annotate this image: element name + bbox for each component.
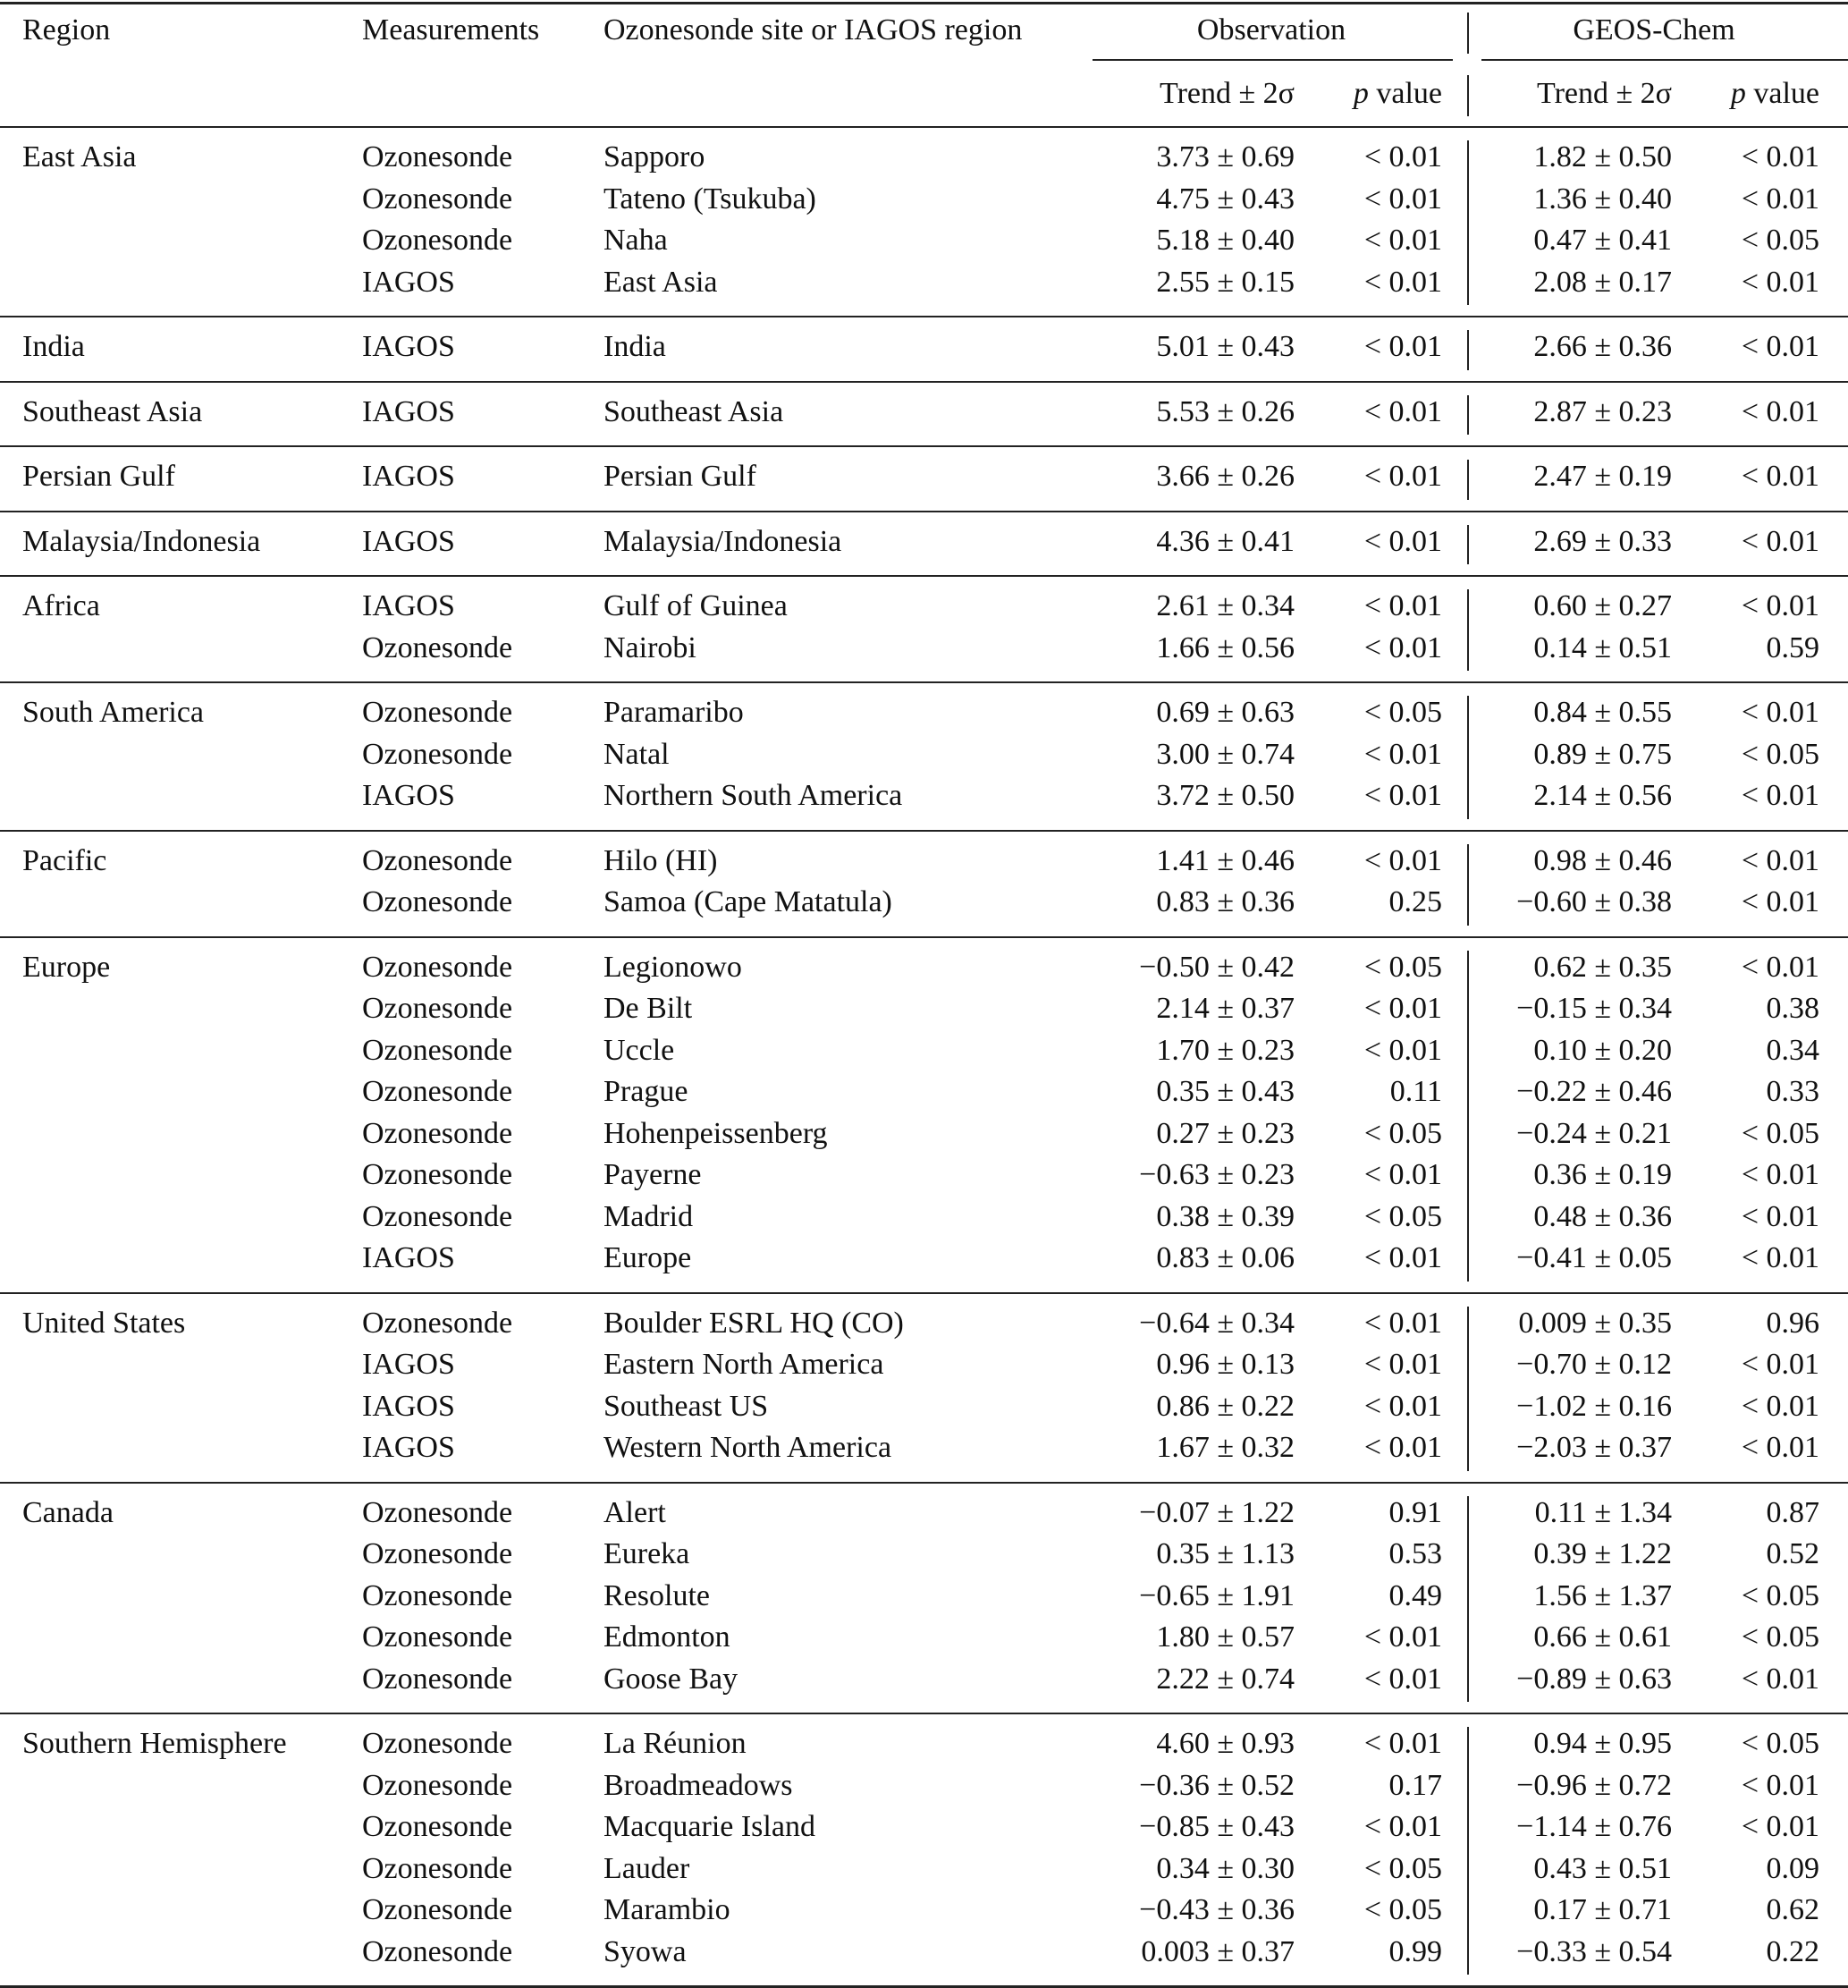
obs-trend-cell: 0.35 ± 1.13: [1156, 1537, 1295, 1570]
gc-p-cell: < 0.01: [1741, 843, 1819, 877]
obs-trend-cell: −0.64 ± 0.34: [1139, 1306, 1295, 1340]
column-divider: [1467, 395, 1469, 436]
measurement-cell: Ozonesonde: [362, 1537, 513, 1570]
obs-p-cell: < 0.01: [1363, 1810, 1442, 1843]
gc-p-cell: < 0.05: [1741, 1578, 1819, 1612]
header-geos-chem: GEOS-Chem: [1573, 13, 1735, 47]
obs-p-cell: < 0.01: [1363, 330, 1442, 363]
gc-p-cell: 0.34: [1766, 1033, 1819, 1067]
obs-p-cell: < 0.01: [1363, 843, 1442, 877]
measurement-cell: Ozonesonde: [362, 1116, 513, 1150]
column-divider: [1467, 140, 1469, 305]
obs-p-cell: < 0.01: [1363, 1620, 1442, 1654]
gc-p-cell: < 0.05: [1741, 737, 1819, 771]
measurement-cell: Ozonesonde: [362, 1620, 513, 1654]
obs-trend-cell: 2.61 ± 0.34: [1156, 589, 1295, 622]
region-cell: Canada: [22, 1495, 114, 1529]
measurement-cell: Ozonesonde: [362, 224, 513, 257]
gc-trend-cell: −0.89 ± 0.63: [1516, 1662, 1672, 1696]
obs-trend-cell: 1.66 ± 0.56: [1156, 630, 1295, 664]
obs-trend-cell: 4.36 ± 0.41: [1156, 524, 1295, 558]
obs-p-cell: < 0.01: [1363, 992, 1442, 1025]
section-rule: [0, 445, 1848, 447]
obs-trend-cell: 1.70 ± 0.23: [1156, 1033, 1295, 1067]
gc-trend-cell: 0.17 ± 0.71: [1533, 1893, 1672, 1926]
region-cell: South America: [22, 696, 205, 729]
region-cell: Southern Hemisphere: [22, 1727, 287, 1760]
section-rule: [0, 936, 1848, 938]
measurement-cell: Ozonesonde: [362, 992, 513, 1025]
obs-p-cell: < 0.01: [1363, 630, 1442, 664]
section-rule: [0, 1713, 1848, 1714]
site-cell: Hilo (HI): [603, 843, 718, 877]
column-divider: [1467, 589, 1469, 671]
obs-trend-cell: 1.41 ± 0.46: [1156, 843, 1295, 877]
gc-trend-cell: −1.14 ± 0.76: [1516, 1810, 1672, 1843]
region-cell: Europe: [22, 950, 111, 984]
site-cell: Hohenpeissenberg: [603, 1116, 828, 1150]
section-rule: [0, 511, 1848, 512]
gc-p-cell: < 0.01: [1741, 140, 1819, 173]
header-bottom-rule: [0, 126, 1848, 128]
site-cell: Goose Bay: [603, 1662, 738, 1696]
obs-trend-cell: 3.66 ± 0.26: [1156, 460, 1295, 493]
site-cell: Madrid: [603, 1199, 694, 1233]
geos-chem-cmidrule: [1481, 59, 1848, 61]
obs-p-cell: < 0.01: [1363, 1727, 1442, 1760]
obs-p-cell: < 0.01: [1363, 1033, 1442, 1067]
measurement-cell: Ozonesonde: [362, 1934, 513, 1968]
section-rule: [0, 1292, 1848, 1294]
site-cell: Prague: [603, 1075, 688, 1108]
obs-p-cell: < 0.01: [1363, 224, 1442, 257]
site-cell: Malaysia/Indonesia: [603, 524, 842, 558]
measurement-cell: Ozonesonde: [362, 1578, 513, 1612]
gc-p-cell: < 0.01: [1741, 524, 1819, 558]
obs-trend-cell: 5.18 ± 0.40: [1156, 224, 1295, 257]
obs-trend-cell: 0.35 ± 0.43: [1156, 1075, 1295, 1108]
obs-trend-cell: −0.65 ± 1.91: [1139, 1578, 1295, 1612]
section-rule: [0, 381, 1848, 383]
gc-p-cell: < 0.01: [1741, 1241, 1819, 1274]
measurement-cell: Ozonesonde: [362, 1768, 513, 1802]
header-gc-trend: Trend ± 2σ: [1537, 77, 1672, 110]
obs-trend-cell: −0.85 ± 0.43: [1139, 1810, 1295, 1843]
site-cell: Uccle: [603, 1033, 675, 1067]
gc-p-cell: < 0.01: [1741, 885, 1819, 918]
site-cell: Western North America: [603, 1431, 892, 1464]
site-cell: Tateno (Tsukuba): [603, 182, 816, 216]
gc-trend-cell: −0.15 ± 0.34: [1516, 992, 1672, 1025]
region-cell: Pacific: [22, 843, 107, 877]
region-cell: Persian Gulf: [22, 460, 175, 493]
site-cell: Natal: [603, 737, 670, 771]
obs-p-cell: < 0.01: [1363, 524, 1442, 558]
site-cell: Sapporo: [603, 140, 705, 173]
measurement-cell: Ozonesonde: [362, 696, 513, 729]
measurement-cell: Ozonesonde: [362, 1075, 513, 1108]
site-cell: Resolute: [603, 1578, 710, 1612]
column-divider: [1467, 696, 1469, 819]
obs-trend-cell: 4.75 ± 0.43: [1156, 182, 1295, 216]
gc-p-cell: < 0.01: [1741, 182, 1819, 216]
site-cell: Syowa: [603, 1934, 687, 1968]
site-cell: Naha: [603, 224, 668, 257]
column-divider: [1467, 1496, 1469, 1703]
section-rule: [0, 681, 1848, 683]
obs-trend-cell: −0.07 ± 1.22: [1139, 1495, 1295, 1529]
gc-p-cell: < 0.01: [1741, 460, 1819, 493]
obs-p-cell: 0.49: [1388, 1578, 1442, 1612]
gc-trend-cell: −1.02 ± 0.16: [1516, 1389, 1672, 1423]
measurement-cell: Ozonesonde: [362, 1893, 513, 1926]
obs-trend-cell: 5.53 ± 0.26: [1156, 394, 1295, 428]
measurement-cell: IAGOS: [362, 265, 455, 299]
site-cell: Paramaribo: [603, 696, 744, 729]
gc-trend-cell: 0.43 ± 0.51: [1533, 1851, 1672, 1885]
gc-trend-cell: 0.009 ± 0.35: [1518, 1306, 1672, 1340]
gc-p-cell: < 0.01: [1741, 1158, 1819, 1191]
site-cell: Europe: [603, 1241, 692, 1274]
site-cell: India: [603, 330, 666, 363]
site-cell: Samoa (Cape Matatula): [603, 885, 892, 918]
measurement-cell: Ozonesonde: [362, 1810, 513, 1843]
measurement-cell: Ozonesonde: [362, 1199, 513, 1233]
column-divider: [1467, 460, 1469, 500]
site-cell: Lauder: [603, 1851, 690, 1885]
gc-p-cell: 0.59: [1766, 630, 1819, 664]
measurement-cell: IAGOS: [362, 1431, 455, 1464]
measurement-cell: IAGOS: [362, 394, 455, 428]
measurement-cell: Ozonesonde: [362, 182, 513, 216]
site-cell: Persian Gulf: [603, 460, 756, 493]
obs-p-cell: < 0.01: [1363, 140, 1442, 173]
gc-p-cell: < 0.05: [1741, 1727, 1819, 1760]
obs-trend-cell: 0.83 ± 0.06: [1156, 1241, 1295, 1274]
gc-p-cell: < 0.01: [1741, 1662, 1819, 1696]
gc-trend-cell: 1.36 ± 0.40: [1533, 182, 1672, 216]
site-cell: Macquarie Island: [603, 1810, 815, 1843]
site-cell: Southeast Asia: [603, 394, 784, 428]
obs-p-cell: 0.53: [1388, 1537, 1442, 1570]
observation-cmidrule: [1093, 59, 1453, 61]
obs-trend-cell: −0.43 ± 0.36: [1139, 1893, 1295, 1926]
measurement-cell: IAGOS: [362, 589, 455, 622]
header-region: Region: [22, 13, 111, 47]
obs-p-cell: < 0.05: [1363, 1851, 1442, 1885]
obs-trend-cell: 1.67 ± 0.32: [1156, 1431, 1295, 1464]
gc-trend-cell: −0.60 ± 0.38: [1516, 885, 1672, 918]
gc-p-cell: < 0.01: [1741, 265, 1819, 299]
gc-trend-cell: 0.98 ± 0.46: [1533, 843, 1672, 877]
site-cell: La Réunion: [603, 1727, 747, 1760]
gc-p-cell: < 0.01: [1741, 1810, 1819, 1843]
site-cell: East Asia: [603, 265, 718, 299]
obs-trend-cell: 3.73 ± 0.69: [1156, 140, 1295, 173]
gc-p-cell: < 0.01: [1741, 589, 1819, 622]
measurement-cell: Ozonesonde: [362, 950, 513, 984]
header-site: Ozonesonde site or IAGOS region: [603, 13, 1023, 47]
measurement-cell: IAGOS: [362, 524, 455, 558]
obs-p-cell: < 0.01: [1363, 1158, 1442, 1191]
obs-p-cell: < 0.01: [1363, 1662, 1442, 1696]
gc-trend-cell: 2.08 ± 0.17: [1533, 265, 1672, 299]
gc-trend-cell: 2.47 ± 0.19: [1533, 460, 1672, 493]
gc-trend-cell: 0.62 ± 0.35: [1533, 950, 1672, 984]
gc-trend-cell: −0.33 ± 0.54: [1516, 1934, 1672, 1968]
top-rule: [0, 2, 1848, 4]
gc-p-cell: 0.38: [1766, 992, 1819, 1025]
gc-trend-cell: 1.82 ± 0.50: [1533, 140, 1672, 173]
section-rule: [0, 316, 1848, 317]
gc-trend-cell: −0.96 ± 0.72: [1516, 1768, 1672, 1802]
obs-p-cell: < 0.01: [1363, 1306, 1442, 1340]
obs-trend-cell: 2.22 ± 0.74: [1156, 1662, 1295, 1696]
gc-trend-cell: 0.84 ± 0.55: [1533, 696, 1672, 729]
gc-trend-cell: 0.10 ± 0.20: [1533, 1033, 1672, 1067]
site-cell: Gulf of Guinea: [603, 589, 788, 622]
obs-trend-cell: 0.34 ± 0.30: [1156, 1851, 1295, 1885]
p-value-label: value: [1376, 77, 1442, 110]
obs-trend-cell: 3.00 ± 0.74: [1156, 737, 1295, 771]
gc-trend-cell: −0.22 ± 0.46: [1516, 1075, 1672, 1108]
obs-trend-cell: 3.72 ± 0.50: [1156, 779, 1295, 812]
obs-trend-cell: 0.003 ± 0.37: [1141, 1934, 1295, 1968]
measurement-cell: Ozonesonde: [362, 1727, 513, 1760]
section-rule: [0, 575, 1848, 577]
measurement-cell: Ozonesonde: [362, 1158, 513, 1191]
p-symbol: p: [1730, 77, 1746, 110]
obs-p-cell: < 0.01: [1363, 1241, 1442, 1274]
obs-p-cell: 0.25: [1388, 885, 1442, 918]
gc-p-cell: 0.62: [1766, 1893, 1819, 1926]
region-cell: United States: [22, 1306, 186, 1340]
gc-trend-cell: 0.48 ± 0.36: [1533, 1199, 1672, 1233]
obs-trend-cell: 0.96 ± 0.13: [1156, 1348, 1295, 1381]
column-divider: [1467, 951, 1469, 1282]
gc-trend-cell: 2.69 ± 0.33: [1533, 524, 1672, 558]
measurement-cell: IAGOS: [362, 779, 455, 812]
p-value-label: value: [1753, 77, 1819, 110]
gc-trend-cell: 0.14 ± 0.51: [1533, 630, 1672, 664]
gc-p-cell: 0.09: [1766, 1851, 1819, 1885]
obs-trend-cell: 4.60 ± 0.93: [1156, 1727, 1295, 1760]
header-observation: Observation: [1196, 13, 1346, 47]
gc-trend-cell: 0.39 ± 1.22: [1533, 1537, 1672, 1570]
gc-trend-cell: 0.60 ± 0.27: [1533, 589, 1672, 622]
gc-p-cell: < 0.01: [1741, 950, 1819, 984]
gc-trend-cell: −2.03 ± 0.37: [1516, 1431, 1672, 1464]
obs-trend-cell: 0.69 ± 0.63: [1156, 696, 1295, 729]
obs-trend-cell: 0.86 ± 0.22: [1156, 1389, 1295, 1423]
section-rule: [0, 830, 1848, 832]
obs-trend-cell: −0.63 ± 0.23: [1139, 1158, 1295, 1191]
obs-p-cell: 0.99: [1388, 1934, 1442, 1968]
site-cell: Edmonton: [603, 1620, 730, 1654]
gc-p-cell: < 0.01: [1741, 394, 1819, 428]
measurement-cell: IAGOS: [362, 1241, 455, 1274]
site-cell: Nairobi: [603, 630, 696, 664]
measurement-cell: Ozonesonde: [362, 1033, 513, 1067]
obs-p-cell: < 0.01: [1363, 394, 1442, 428]
site-cell: Alert: [603, 1495, 666, 1529]
region-cell: India: [22, 330, 85, 363]
gc-p-cell: < 0.01: [1741, 1199, 1819, 1233]
obs-trend-cell: 0.27 ± 0.23: [1156, 1116, 1295, 1150]
obs-p-cell: 0.17: [1388, 1768, 1442, 1802]
site-cell: Northern South America: [603, 779, 903, 812]
obs-p-cell: < 0.05: [1363, 696, 1442, 729]
obs-trend-cell: 0.38 ± 0.39: [1156, 1199, 1295, 1233]
obs-p-cell: < 0.01: [1363, 1431, 1442, 1464]
obs-trend-cell: 1.80 ± 0.57: [1156, 1620, 1295, 1654]
gc-p-cell: 0.87: [1766, 1495, 1819, 1529]
obs-trend-cell: 2.55 ± 0.15: [1156, 265, 1295, 299]
gc-p-cell: < 0.01: [1741, 1348, 1819, 1381]
gc-p-cell: 0.96: [1766, 1306, 1819, 1340]
measurement-cell: Ozonesonde: [362, 843, 513, 877]
gc-p-cell: < 0.01: [1741, 1431, 1819, 1464]
measurement-cell: Ozonesonde: [362, 1306, 513, 1340]
gc-p-cell: < 0.01: [1741, 1389, 1819, 1423]
section-rule: [0, 1482, 1848, 1484]
gc-p-cell: < 0.05: [1741, 1620, 1819, 1654]
site-cell: Southeast US: [603, 1389, 769, 1423]
gc-trend-cell: 1.56 ± 1.37: [1533, 1578, 1672, 1612]
gc-trend-cell: −0.41 ± 0.05: [1516, 1241, 1672, 1274]
gc-p-cell: 0.52: [1766, 1537, 1819, 1570]
header-divider: [1467, 13, 1469, 54]
gc-p-cell: 0.22: [1766, 1934, 1819, 1968]
measurement-cell: Ozonesonde: [362, 885, 513, 918]
site-cell: Eureka: [603, 1537, 690, 1570]
obs-p-cell: < 0.05: [1363, 1116, 1442, 1150]
header-measurements: Measurements: [362, 13, 540, 47]
region-cell: East Asia: [22, 140, 137, 173]
obs-p-cell: < 0.01: [1363, 737, 1442, 771]
obs-trend-cell: −0.36 ± 0.52: [1139, 1768, 1295, 1802]
site-cell: Broadmeadows: [603, 1768, 793, 1802]
gc-p-cell: 0.33: [1766, 1075, 1819, 1108]
p-symbol: p: [1353, 77, 1369, 110]
obs-p-cell: < 0.05: [1363, 1199, 1442, 1233]
gc-trend-cell: 0.36 ± 0.19: [1533, 1158, 1672, 1191]
obs-trend-cell: −0.50 ± 0.42: [1139, 950, 1295, 984]
measurement-cell: Ozonesonde: [362, 630, 513, 664]
measurement-cell: Ozonesonde: [362, 1662, 513, 1696]
gc-p-cell: < 0.01: [1741, 330, 1819, 363]
obs-trend-cell: 2.14 ± 0.37: [1156, 992, 1295, 1025]
obs-trend-cell: 0.83 ± 0.36: [1156, 885, 1295, 918]
region-cell: Malaysia/Indonesia: [22, 524, 261, 558]
gc-p-cell: < 0.05: [1741, 224, 1819, 257]
gc-trend-cell: 0.94 ± 0.95: [1533, 1727, 1672, 1760]
obs-p-cell: < 0.01: [1363, 589, 1442, 622]
region-cell: Africa: [22, 589, 100, 622]
region-cell: Southeast Asia: [22, 394, 203, 428]
gc-p-cell: < 0.01: [1741, 696, 1819, 729]
site-cell: De Bilt: [603, 992, 693, 1025]
gc-p-cell: < 0.01: [1741, 779, 1819, 812]
site-cell: Marambio: [603, 1893, 730, 1926]
gc-trend-cell: 0.89 ± 0.75: [1533, 737, 1672, 771]
site-cell: Payerne: [603, 1158, 702, 1191]
header-obs-trend: Trend ± 2σ: [1160, 77, 1295, 110]
obs-p-cell: < 0.01: [1363, 182, 1442, 216]
measurement-cell: Ozonesonde: [362, 1495, 513, 1529]
gc-p-cell: < 0.05: [1741, 1116, 1819, 1150]
measurement-cell: Ozonesonde: [362, 737, 513, 771]
column-divider: [1467, 844, 1469, 926]
site-cell: Eastern North America: [603, 1348, 884, 1381]
measurement-cell: IAGOS: [362, 460, 455, 493]
measurement-cell: Ozonesonde: [362, 1851, 513, 1885]
gc-trend-cell: −0.24 ± 0.21: [1516, 1116, 1672, 1150]
site-cell: Boulder ESRL HQ (CO): [603, 1306, 904, 1340]
obs-trend-cell: 5.01 ± 0.43: [1156, 330, 1295, 363]
measurement-cell: IAGOS: [362, 1389, 455, 1423]
measurement-cell: Ozonesonde: [362, 140, 513, 173]
obs-p-cell: < 0.01: [1363, 779, 1442, 812]
gc-trend-cell: 2.87 ± 0.23: [1533, 394, 1672, 428]
gc-trend-cell: 0.47 ± 0.41: [1533, 224, 1672, 257]
column-divider: [1467, 525, 1469, 565]
gc-trend-cell: 0.11 ± 1.34: [1534, 1495, 1672, 1529]
obs-p-cell: < 0.01: [1363, 460, 1442, 493]
obs-p-cell: < 0.05: [1363, 950, 1442, 984]
gc-trend-cell: −0.70 ± 0.12: [1516, 1348, 1672, 1381]
obs-p-cell: 0.91: [1388, 1495, 1442, 1529]
column-divider: [1467, 1307, 1469, 1471]
obs-p-cell: < 0.01: [1363, 1348, 1442, 1381]
measurement-cell: IAGOS: [362, 1348, 455, 1381]
obs-p-cell: 0.11: [1389, 1075, 1442, 1108]
gc-trend-cell: 2.14 ± 0.56: [1533, 779, 1672, 812]
obs-p-cell: < 0.01: [1363, 265, 1442, 299]
gc-trend-cell: 0.66 ± 0.61: [1533, 1620, 1672, 1654]
column-divider: [1467, 1727, 1469, 1975]
column-divider: [1467, 330, 1469, 370]
site-cell: Legionowo: [603, 950, 742, 984]
obs-p-cell: < 0.05: [1363, 1893, 1442, 1926]
obs-p-cell: < 0.01: [1363, 1389, 1442, 1423]
measurement-cell: IAGOS: [362, 330, 455, 363]
gc-trend-cell: 2.66 ± 0.36: [1533, 330, 1672, 363]
header-gc-p: [1685, 73, 1819, 114]
gc-p-cell: < 0.01: [1741, 1768, 1819, 1802]
